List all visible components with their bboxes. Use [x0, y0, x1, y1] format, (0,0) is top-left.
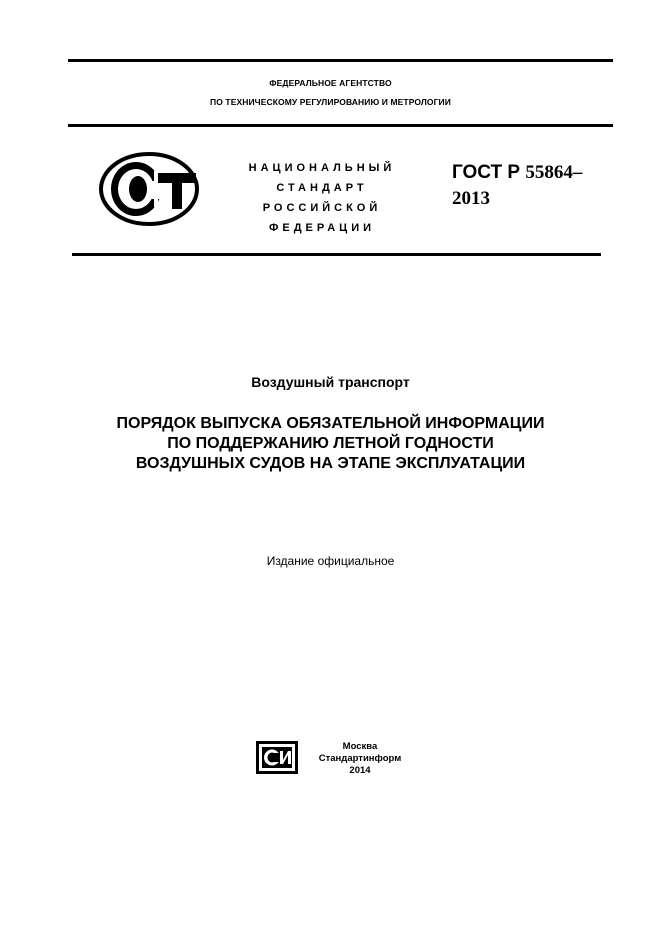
- standard-line-1: НАЦИОНАЛЬНЫЙ: [248, 162, 396, 174]
- title-line-1: ПОРЯДОК ВЫПУСКА ОБЯЗАТЕЛЬНОЙ ИНФОРМАЦИИ: [116, 415, 545, 432]
- rst-gost-logo-icon: [98, 151, 200, 227]
- publisher-name: Стандартинформ: [318, 753, 402, 764]
- agency-line-2: ПО ТЕХНИЧЕСКОМУ РЕГУЛИРОВАНИЮ И МЕТРОЛОГИИ: [210, 97, 451, 107]
- gost-prefix: ГОСТ Р: [452, 162, 521, 183]
- gost-number: 55864–: [525, 162, 583, 183]
- subject-heading: Воздушный транспорт: [251, 374, 410, 390]
- standartinform-logo-icon: [256, 741, 298, 774]
- publisher-year: 2014: [349, 765, 371, 776]
- standard-line-2: СТАНДАРТ: [276, 182, 368, 194]
- standard-line-3: РОССИЙСКОЙ: [262, 202, 382, 214]
- agency-line-1: ФЕДЕРАЛЬНОЕ АГЕНТСТВО: [269, 78, 392, 88]
- publisher-city: Москва: [342, 741, 378, 752]
- top-rule: [68, 59, 613, 62]
- standard-line-4: ФЕДЕРАЦИИ: [268, 222, 376, 234]
- edition-label: Издание официальное: [266, 554, 395, 568]
- title-line-3: ВОЗДУШНЫХ СУДОВ НА ЭТАПЕ ЭКСПЛУАТАЦИИ: [135, 455, 526, 472]
- gost-designation: [452, 160, 582, 212]
- logo-text: РСТ: [98, 151, 100, 152]
- logo-rule: [72, 253, 601, 256]
- gost-year: 2013: [452, 188, 490, 209]
- title-line-2: ПО ПОДДЕРЖАНИЮ ЛЕТНОЙ ГОДНОСТИ: [167, 435, 494, 452]
- header-rule: [68, 124, 613, 127]
